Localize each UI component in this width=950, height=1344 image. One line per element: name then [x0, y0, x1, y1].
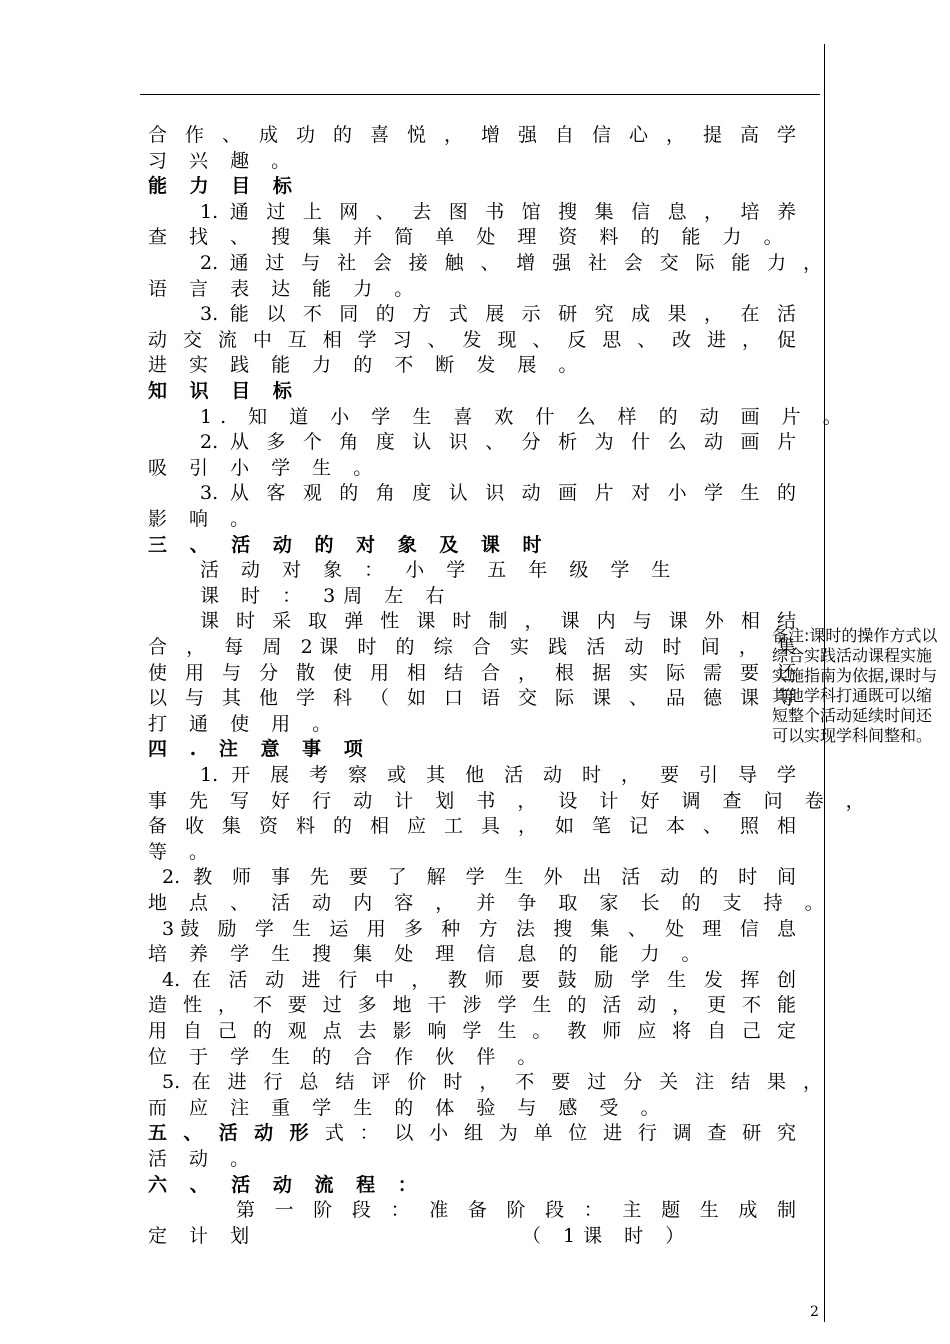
text-line: 3. 能 以 不 同 的 方 式 展 示 研 究 成 果 ， 在 活 — [200, 303, 796, 326]
text-line — [148, 1120, 796, 1146]
section-heading: 三 、 活 动 的 对 象 及 课 时 — [148, 533, 550, 556]
section-heading: 能 力 目 标 — [148, 175, 300, 198]
text-line: 位 于 学 生 的 合 作 伙 伴 。 — [148, 1045, 545, 1068]
text-line: 课 时 ： 3周 左 右 — [200, 584, 453, 607]
section-heading: 知 识 目 标 — [148, 380, 300, 402]
text-line: 定 计 划 — [148, 1224, 258, 1247]
text-line: 活 动 对 象 ： 小 学 五 年 级 学 生 — [200, 559, 679, 582]
text-line: 使 用 与 分 散 使 用 相 结 合 ， 根 据 实 际 需 要 还 — [148, 661, 796, 684]
section-heading-label: 五 、 活 动 形 — [148, 1122, 325, 1145]
text-line: 动 交 流 中 互 相 学 习 、 发 现 、 反 思 、 改 进 ， 促 — [148, 328, 796, 351]
section-heading-text: 式 ： 以 小 组 为 单 位 进 行 调 查 研 究 — [324, 1122, 797, 1145]
text-line: 第 一 阶 段 ： 准 备 阶 段 ： 主 题 生 成 制 — [236, 1199, 796, 1222]
text-line: 培 养 学 生 搜 集 处 理 信 息 的 能 力 。 — [148, 943, 709, 966]
text-line: 等 。 — [148, 840, 217, 863]
text-line: 1. 知 道 小 学 生 喜 欢 什 么 样 的 动 画 片 。 — [200, 405, 850, 428]
text-line: 进 实 践 能 力 的 不 断 发 展 。 — [148, 354, 586, 377]
text-line: 合 作 、 成 功 的 喜 悦 ， 增 强 自 信 心 ， 提 高 学 — [148, 124, 796, 146]
header-rule — [140, 94, 820, 95]
text-line: 语 言 表 达 能 力 。 — [148, 277, 422, 300]
text-line: 查 找 、 搜 集 并 简 单 处 理 资 料 的 能 力 。 — [148, 226, 791, 249]
text-line: 打 通 使 用 。 — [148, 712, 340, 735]
text-line: 造 性 ， 不 要 过 多 地 干 涉 学 生 的 活 动 ， 更 不 能 — [148, 994, 796, 1017]
text-line: 备 收 集 资 料 的 相 应 工 具 ， 如 笔 记 本 、 照 相 — [148, 815, 796, 838]
text-line: 5. 在 进 行 总 结 评 价 时 ， 不 要 过 分 关 注 结 果 ， — [162, 1071, 822, 1094]
text-line: 2. 通 过 与 社 会 接 触 、 增 强 社 会 交 际 能 力 ， — [200, 252, 822, 274]
text-line: 而 应 注 重 学 生 的 体 验 与 感 受 。 — [148, 1096, 668, 1119]
text-line: 以 与 其 他 学 科 （ 如 口 语 交 际 课 、 品 德 课 等 — [148, 687, 796, 710]
text-line: 影 响 。 — [148, 508, 258, 530]
section-heading: 六 、 活 动 流 程 ： — [148, 1173, 425, 1196]
text-line: 3鼓 励 学 生 运 用 多 种 方 法 搜 集 、 处 理 信 息 — [162, 917, 796, 940]
text-line: 课 时 采 取 弹 性 课 时 制 ， 课 内 与 课 外 相 结 — [200, 610, 796, 633]
text-line: （ 1课 时 ） — [522, 1224, 693, 1247]
text-line: 4. 在 活 动 进 行 中 ， 教 师 要 鼓 励 学 生 发 挥 创 — [162, 968, 796, 991]
text-line: 2. 教 师 事 先 要 了 解 学 生 外 出 活 动 的 时 间 — [162, 866, 796, 889]
text-line: 地 点 、 活 动 内 容 ， 并 争 取 家 长 的 支 持 。 — [148, 892, 832, 914]
margin-note: 备注:课时的操作方式以综合实践活动课程实施实施指南为依据,课时与其他学科打通既可以缩短整个活动延续时间还可以实现学科间整和。 — [772, 626, 938, 745]
page-number: 2 — [810, 1304, 819, 1320]
section-heading: 四 . 注 意 事 项 — [148, 738, 371, 761]
text-line: 吸 引 小 学 生 。 — [148, 456, 381, 479]
text-line: 1. 通 过 上 网 、 去 图 书 馆 搜 集 信 息 ， 培 养 — [200, 200, 796, 223]
text-line: 合 ， 每 周 2课 时 的 综 合 实 践 活 动 时 间 ， 集 — [148, 636, 796, 658]
text-line: 活 动 。 — [148, 1148, 258, 1170]
text-line: 事 先 写 好 行 动 计 划 书 ， 设 计 好 调 查 问 卷 ， — [148, 789, 873, 812]
text-line: 2. 从 多 个 角 度 认 识 、 分 析 为 什 么 动 画 片 — [200, 431, 796, 454]
text-line: 1. 开 展 考 察 或 其 他 活 动 时 ， 要 引 导 学 — [200, 764, 796, 786]
text-line: 3. 从 客 观 的 角 度 认 识 动 画 片 对 小 学 生 的 — [200, 482, 796, 505]
text-line: 习 兴 趣 。 — [148, 149, 299, 172]
text-line: 用 自 己 的 观 点 去 影 响 学 生 。 教 师 应 将 自 己 定 — [148, 1020, 796, 1042]
